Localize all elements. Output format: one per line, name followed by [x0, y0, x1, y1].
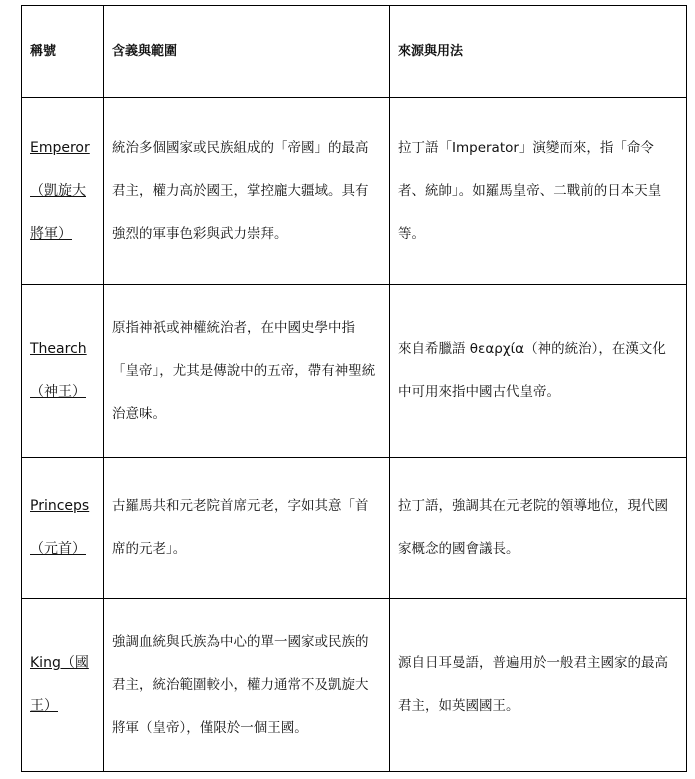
origin-cell — [390, 285, 687, 458]
term-link-king[interactable]: King（國王） — [30, 655, 89, 714]
meaning-cell — [104, 285, 390, 458]
origin-text: 拉丁語，強調其在元老院的領導地位，現代國家概念的國會議長。 — [398, 498, 668, 557]
term-cell — [22, 285, 104, 458]
table-header-row — [22, 6, 687, 98]
term-link-emperor[interactable]: Emperor（凱旋大將軍） — [30, 139, 90, 242]
meaning-cell — [104, 599, 390, 772]
term-link-thearch[interactable]: Thearch（神王） — [30, 341, 87, 400]
origin-cell — [390, 599, 687, 772]
header-meaning: 含義與範圍 — [104, 6, 390, 98]
term-cell — [22, 599, 104, 772]
table-row — [22, 98, 687, 285]
meaning-text: 統治多個國家或民族組成的「帝國」的最高君主，權力高於國王，掌控龐大疆域。具有強烈的軍事色彩與武力崇拜。 — [112, 139, 369, 242]
header-term: 稱號 — [22, 6, 104, 98]
table-row — [22, 599, 687, 772]
meaning-text: 強調血統與氏族為中心的單一國家或民族的君主，統治範圍較小，權力通常不及凱旋大將軍（皇帝），僅限於一個王國。 — [112, 633, 369, 736]
origin-cell — [390, 458, 687, 599]
term-cell — [22, 98, 104, 285]
origin-text: 拉丁語「Imperator」演變而來，指「命令者、統帥」。如羅馬皇帝、二戰前的日本天皇等。 — [398, 139, 662, 242]
origin-text: 來自希臘語 θεαρχία（神的統治），在漢文化中可用來指中國古代皇帝。 — [398, 341, 666, 400]
table-row — [22, 285, 687, 458]
meaning-text: 古羅馬共和元老院首席元老，字如其意「首席的元老」。 — [112, 498, 369, 557]
table-row — [22, 458, 687, 599]
meaning-cell — [104, 458, 390, 599]
origin-text: 源自日耳曼語，普遍用於一般君主國家的最高君主，如英國國王。 — [398, 655, 668, 714]
meaning-text: 原指神祇或神權統治者，在中國史學中指「皇帝」，尤其是傳說中的五帝，帶有神聖統治意味。 — [112, 319, 376, 422]
meaning-cell — [104, 98, 390, 285]
term-link-princeps[interactable]: Princeps（元首） — [30, 498, 90, 557]
header-origin: 來源與用法 — [390, 6, 687, 98]
origin-cell — [390, 98, 687, 285]
term-cell — [22, 458, 104, 599]
titles-comparison-table — [21, 5, 687, 772]
